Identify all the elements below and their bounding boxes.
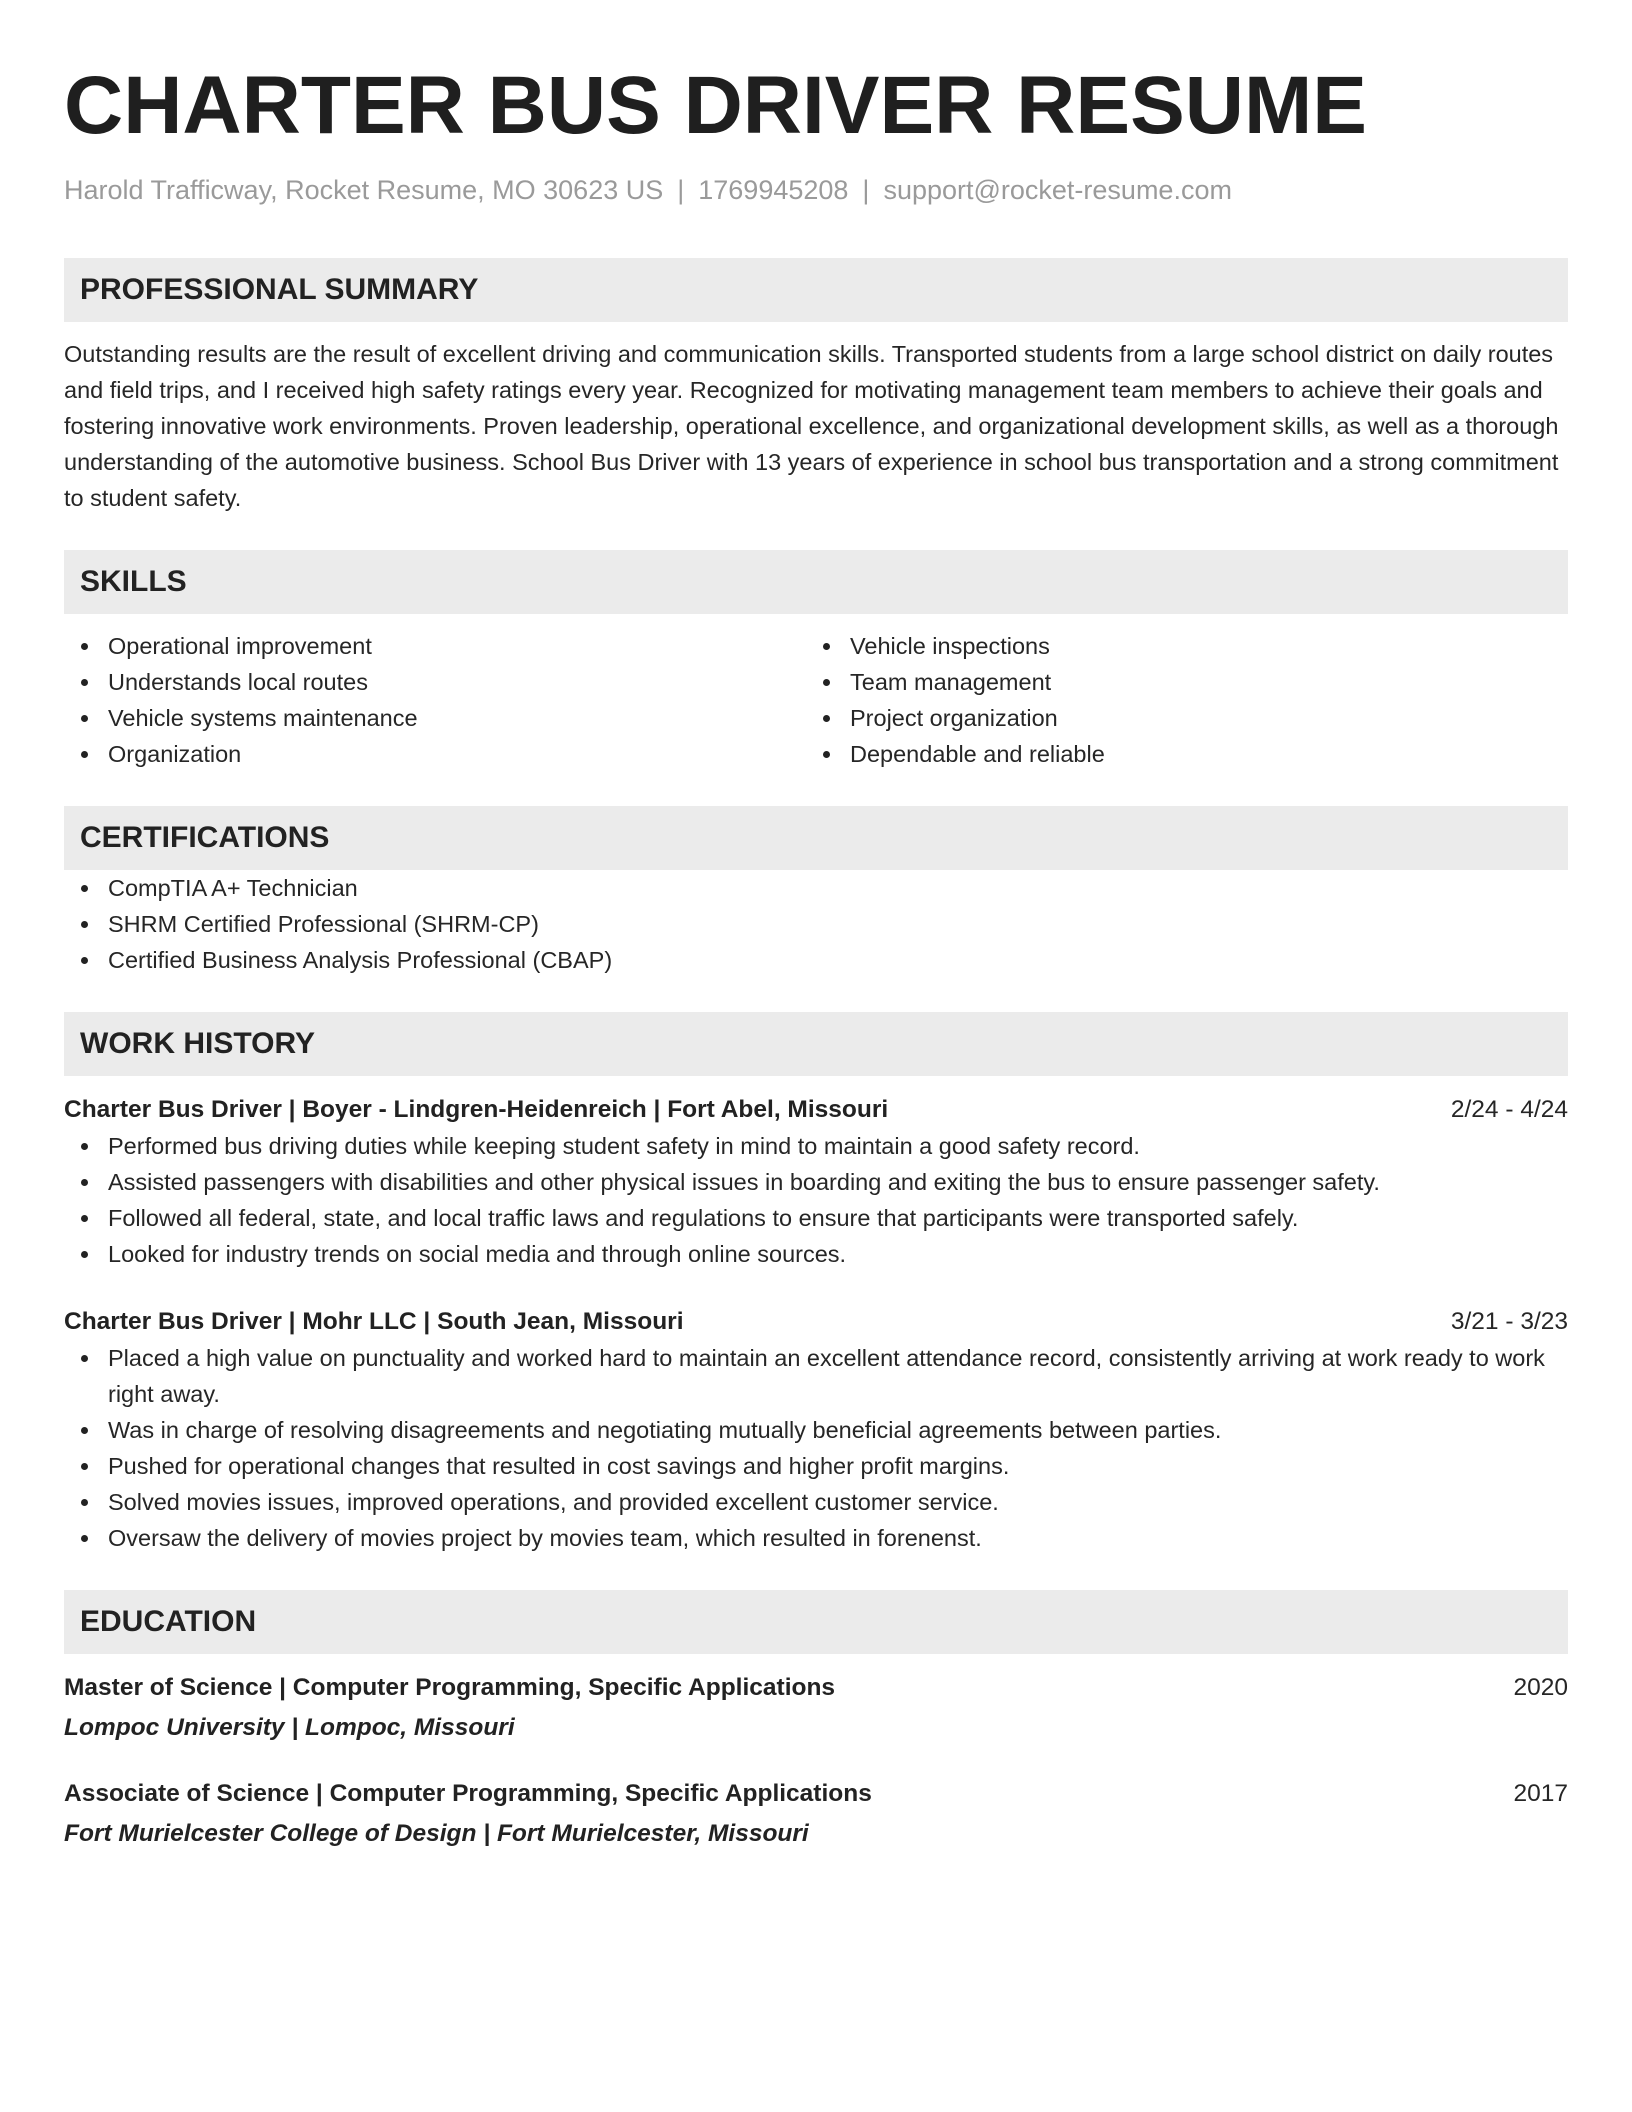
certification-item: Certified Business Analysis Professional (CBAP) — [64, 942, 1568, 978]
job-bullet: Performed bus driving duties while keeping student safety in mind to maintain a good safety record. — [64, 1128, 1568, 1164]
job-bullets — [64, 1128, 1568, 1272]
education-header — [64, 1776, 1568, 1812]
certification-item: SHRM Certified Professional (SHRM-CP) — [64, 906, 1568, 942]
job-bullet: Was in charge of resolving disagreements and negotiating mutually beneficial agreements between parties. — [64, 1412, 1568, 1448]
job-header — [64, 1092, 1568, 1128]
education-school: Lompoc University | Lompoc, Missouri — [64, 1714, 515, 1741]
job-bullet: Placed a high value on punctuality and worked hard to maintain an excellent attendance record, consistently arriving at work ready to work right away. — [64, 1340, 1568, 1412]
skills-column-left — [64, 628, 806, 772]
summary-text: Outstanding results are the result of excellent driving and communication skills. Transported students from a large school district on daily routes and field trips, and I received high safety ratings every year. Recognized for motivating management team members to achieve their goals and fostering innovative work environments. Proven leadership, operational excellence, and organizational development skills, as well as a thorough understanding of the automotive business. School Bus Driver with 13 years of experience in school bus transportation and a strong commitment to student safety. — [64, 341, 1559, 511]
contact-separator: | — [862, 175, 870, 205]
contact-address: Harold Trafficway, Rocket Resume, MO 30623 US — [64, 175, 664, 205]
job-bullet: Oversaw the delivery of movies project by movies team, which resulted in forenenst. — [64, 1520, 1568, 1556]
skill-item: Vehicle inspections — [806, 628, 1548, 664]
section-header-education: EDUCATION — [64, 1590, 1568, 1654]
section-header-work-history: WORK HISTORY — [64, 1012, 1568, 1076]
resume-page — [64, 58, 1568, 1852]
skill-item: Understands local routes — [64, 664, 806, 700]
section-header-summary: PROFESSIONAL SUMMARY — [64, 258, 1568, 322]
section-header-certifications: CERTIFICATIONS — [64, 806, 1568, 870]
skill-item: Organization — [64, 736, 806, 772]
contact-email: support@rocket-resume.com — [883, 175, 1232, 205]
job-bullet: Pushed for operational changes that resulted in cost savings and higher profit margins. — [64, 1448, 1568, 1484]
education-entry — [64, 1776, 1568, 1852]
skill-item: Vehicle systems maintenance — [64, 700, 806, 736]
skill-item: Operational improvement — [64, 628, 806, 664]
contact-phone: 1769945208 — [698, 175, 849, 205]
skills-column-right — [806, 628, 1548, 772]
skill-item: Team management — [806, 664, 1548, 700]
section-header-skills: SKILLS — [64, 550, 1568, 614]
page-title: CHARTER BUS DRIVER RESUME — [64, 60, 1367, 151]
certifications-list — [64, 870, 1568, 978]
education-school: Fort Murielcester College of Design | Fort Murielcester, Missouri — [64, 1820, 809, 1847]
job-title: Charter Bus Driver | Boyer - Lindgren-Heidenreich | Fort Abel, Missouri — [64, 1096, 889, 1123]
job-header — [64, 1304, 1568, 1340]
job-dates: 3/21 - 3/23 — [1450, 1308, 1568, 1335]
education-year: 2020 — [1513, 1674, 1568, 1701]
job-dates: 2/24 - 4/24 — [1450, 1096, 1568, 1123]
job-title: Charter Bus Driver | Mohr LLC | South Jean, Missouri — [64, 1308, 684, 1335]
contact-separator: | — [677, 175, 685, 205]
job-bullet: Solved movies issues, improved operations, and provided excellent customer service. — [64, 1484, 1568, 1520]
skills-list-right — [806, 628, 1548, 772]
job-bullet: Looked for industry trends on social media and through online sources. — [64, 1236, 1568, 1272]
skills-list-left — [64, 628, 806, 772]
skill-item: Dependable and reliable — [806, 736, 1548, 772]
contact-line — [64, 172, 1568, 208]
job-bullet: Assisted passengers with disabilities and other physical issues in boarding and exiting the bus to ensure passenger safety. — [64, 1164, 1568, 1200]
skill-item: Project organization — [806, 700, 1548, 736]
education-degree: Master of Science | Computer Programming, Specific Applications — [64, 1674, 836, 1701]
certification-item: CompTIA A+ Technician — [64, 870, 1568, 906]
education-year: 2017 — [1513, 1780, 1568, 1807]
skills-grid — [64, 628, 1568, 772]
education-degree: Associate of Science | Computer Programming, Specific Applications — [64, 1780, 872, 1807]
education-header — [64, 1670, 1568, 1706]
education-entry — [64, 1670, 1568, 1746]
job-bullet: Followed all federal, state, and local traffic laws and regulations to ensure that participants were transported safely. — [64, 1200, 1568, 1236]
job-bullets — [64, 1340, 1568, 1556]
